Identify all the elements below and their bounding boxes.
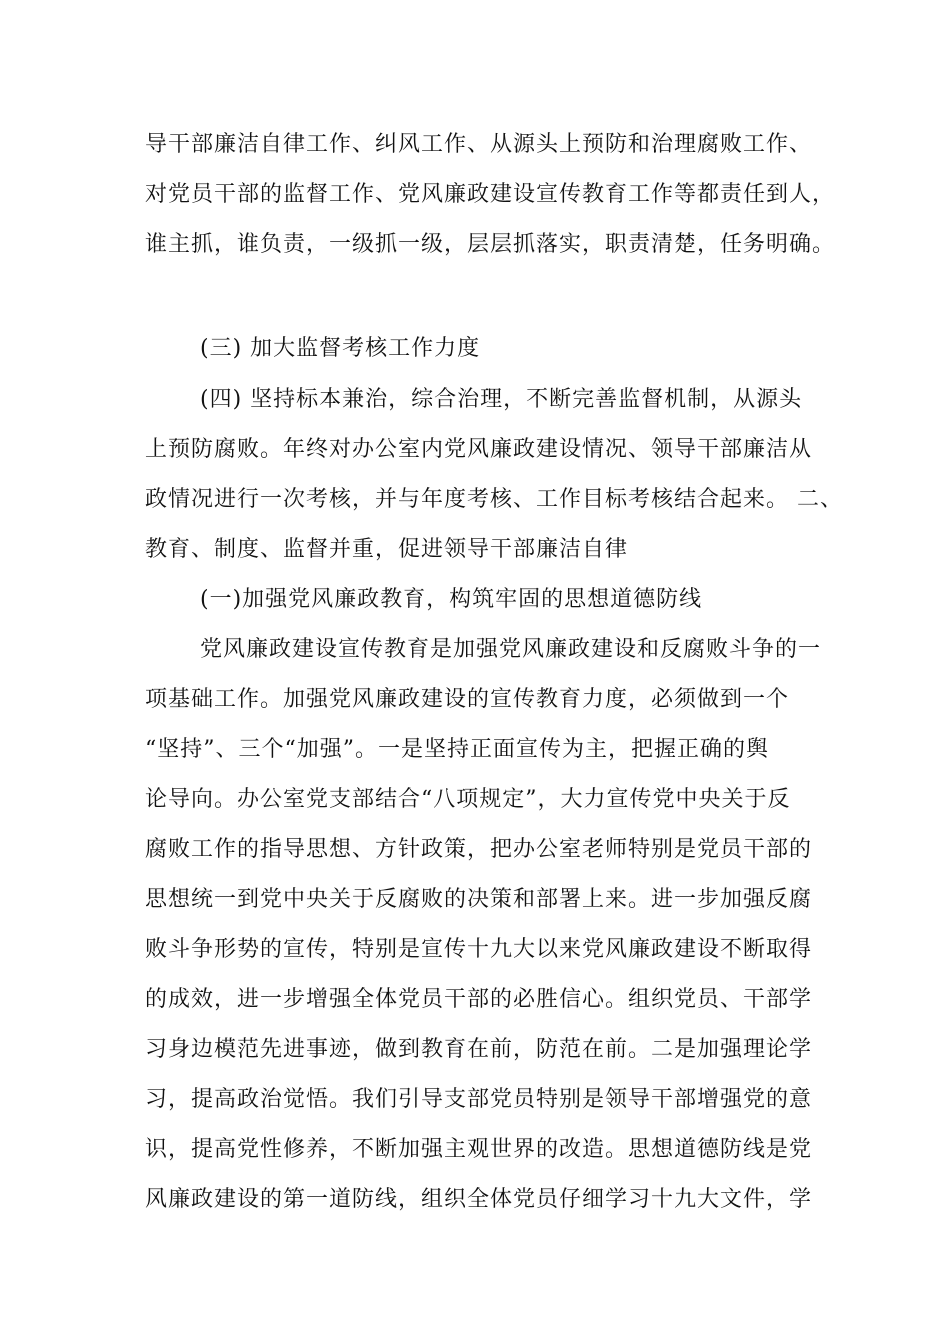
- text-line: 腐败工作的指导思想、方针政策，把办公室老师特别是党员干部的: [145, 837, 813, 862]
- text-line: (四) 坚持标本兼治，综合治理，不断完善监督机制，从源头: [200, 387, 803, 412]
- text-line: “坚持”、三个“加强”。一是坚持正面宣传为主，把握正确的舆: [145, 737, 769, 762]
- text-line: 识，提高党性修养，不断加强主观世界的改造。思想道德防线是党: [145, 1137, 813, 1162]
- text-line: 习，提高政治觉悟。我们引导支部党员特别是领导干部增强党的意: [145, 1087, 813, 1112]
- text-line: 导干部廉洁自律工作、纠风工作、从源头上预防和治理腐败工作、: [145, 132, 813, 157]
- text-line: 项基础工作。加强党风廉政建设的宣传教育力度，必须做到一个: [145, 687, 790, 712]
- text-line: 败斗争形势的宣传，特别是宣传十九大以来党风廉政建设不断取得: [145, 937, 813, 962]
- text-line: 政情况进行一次考核，并与年度考核、工作目标考核结合起来。 二、: [145, 487, 843, 512]
- text-line: 风廉政建设的第一道防线，组织全体党员仔细学习十九大文件，学: [145, 1187, 813, 1212]
- text-line: 论导向。办公室党支部结合“八项规定”，大力宣传党中央关于反: [145, 787, 791, 812]
- section-heading: (三) 加大监督考核工作力度: [200, 336, 481, 361]
- text-line: 习身边模范先进事迹，做到教育在前，防范在前。二是加强理论学: [145, 1037, 813, 1062]
- text-line: 的成效，进一步增强全体党员干部的必胜信心。组织党员、干部学: [145, 987, 813, 1012]
- text-line: 教育、制度、监督并重，促进领导干部廉洁自律: [145, 537, 629, 562]
- text-line: 党风廉政建设宣传教育是加强党风廉政建设和反腐败斗争的一: [200, 637, 822, 662]
- text-line: 谁主抓，谁负责，一级抓一级，层层抓落实，职责清楚，任务明确。: [145, 232, 836, 257]
- text-line: 上预防腐败。年终对办公室内党风廉政建设情况、领导干部廉洁从: [145, 437, 813, 462]
- text-line: 思想统一到党中央关于反腐败的决策和部署上来。进一步加强反腐: [145, 887, 813, 912]
- text-line: 对党员干部的监督工作、党风廉政建设宣传教育工作等都责任到人，: [145, 182, 836, 207]
- section-heading: (一)加强党风廉政教育，构筑牢固的思想道德防线: [200, 587, 703, 612]
